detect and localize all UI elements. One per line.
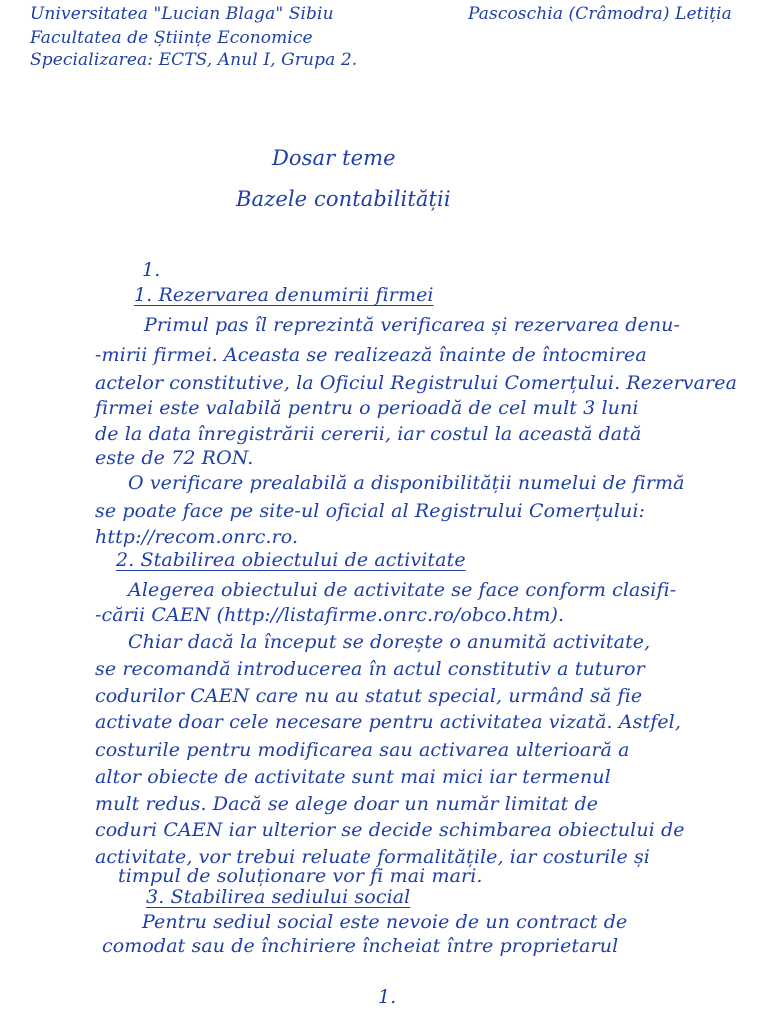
header-faculty: Facultatea de Științe Economice [30,28,313,48]
section-heading-2: 2. Stabilirea obiectului de activitate [116,549,466,571]
text-line: actelor constitutive, la Oficiul Registrului Comerțului. Rezervarea [95,372,737,394]
text-line: -mirii firmei. Aceasta se realizează înainte de întocmirea [95,344,647,366]
text-line: de la data înregistrării cererii, iar costul la această dată [95,423,642,445]
text-line: mult redus. Dacă se alege doar un număr limitat de [95,793,599,815]
text-line: codurilor CAEN care nu au statut special, urmând să fie [95,685,643,707]
text-line: http://recom.onrc.ro. [95,526,299,548]
text-line: firmei este valabilă pentru o perioadă de cel mult 3 luni [95,397,639,419]
text-line: este de 72 RON. [95,447,254,469]
text-line: costurile pentru modificarea sau activarea ulterioară a [95,739,630,761]
page-number: 1. [378,986,397,1008]
text-line: Primul pas îl reprezintă verificarea și rezervarea denu- [144,314,681,336]
header-university: Universitatea "Lucian Blaga" Sibiu [30,4,334,24]
section-heading-3: 3. Stabilirea sediului social [146,886,411,908]
header-specialization: Specializarea: ECTS, Anul I, Grupa 2. [30,50,358,70]
text-line: O verificare prealabilă a disponibilității numelui de firmă [128,472,685,494]
text-line: Chiar dacă la început se dorește o anumită activitate, [128,631,651,653]
section-number: 1. [142,259,161,281]
text-line: Pentru sediul social este nevoie de un contract de [142,911,628,933]
page-subtitle: Bazele contabilității [236,187,451,211]
text-line: -cării CAEN (http://listafirme.onrc.ro/obco.htm). [95,604,565,626]
text-line: coduri CAEN iar ulterior se decide schimbarea obiectului de [95,819,685,841]
header-author: Pascoschia (Crâmodra) Letiția [468,4,732,24]
text-line: activate doar cele necesare pentru activitatea vizată. Astfel, [95,711,681,733]
text-line: comodat sau de închiriere încheiat între proprietarul [102,935,619,957]
text-line: Alegerea obiectului de activitate se face conform clasifi- [128,579,677,601]
page-title: Dosar teme [272,146,396,170]
text-line: timpul de soluționare vor fi mai mari. [118,865,483,887]
text-line: altor obiecte de activitate sunt mai mici iar termenul [95,766,611,788]
text-line: se poate face pe site-ul oficial al Registrului Comerțului: [95,500,646,522]
text-line: activitate, vor trebui reluate formalitățile, iar costurile și [95,846,650,868]
section-heading-1: 1. Rezervarea denumirii firmei [134,284,434,306]
text-line: se recomandă introducerea în actul constitutiv a tuturor [95,658,645,680]
